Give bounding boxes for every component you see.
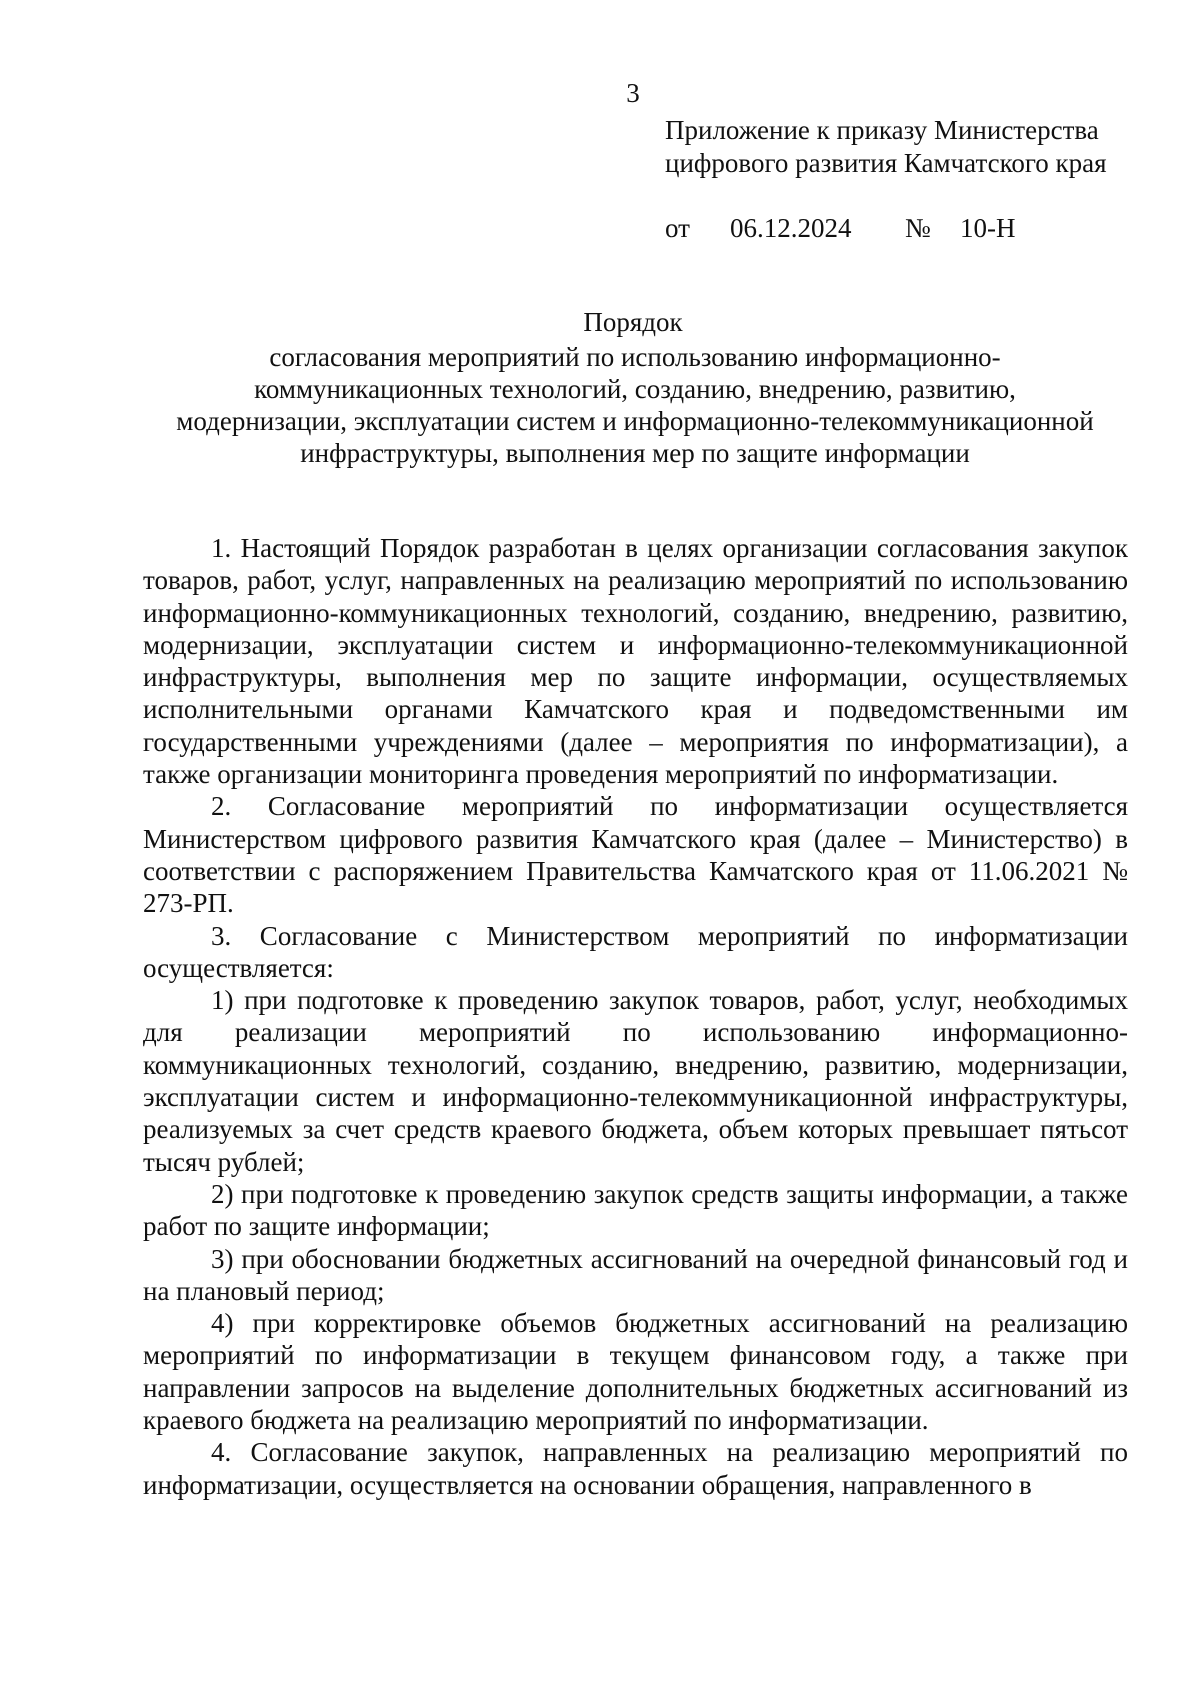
paragraph-4: 4. Согласование закупок, направленных на реализацию мероприятий по информатизации, осуществляется на основании обращения, направленного в [143, 1437, 1128, 1500]
document-body [143, 532, 1128, 1501]
paragraph-3-item-3: 3) при обосновании бюджетных ассигнований на очередной финансовый год и на плановый период; [143, 1243, 1128, 1306]
subtitle-line: модернизации, эксплуатации систем и информационно-телекоммуникационной [176, 406, 1094, 436]
subtitle-line: инфраструктуры, выполнения мер по защите информации [300, 438, 970, 468]
paragraph-2: 2. Согласование мероприятий по информатизации осуществляется Министерством цифрового развития Камчатского края (далее – Министерство) в соответствии с распоряжением Правительства Камчатского края от 11.06.2021 № 273-РП. [143, 791, 1128, 919]
paragraph-3: 3. Согласование с Министерством мероприятий по информатизации осуществляется: [143, 920, 1128, 983]
subtitle-line: коммуникационных технологий, созданию, внедрению, развитию, [254, 374, 1016, 404]
page-number: 3 [626, 78, 640, 108]
paragraph-1: 1. Настоящий Порядок разработан в целях организации согласования закупок товаров, работ, услуг, направленных на реализацию мероприятий по использованию информационно-коммуникационных технологий, созданию, внедрению, развитию, модернизации, эксплуатации систем и информационно-телекоммуникационной инфраструктуры, выполнения мер по защите информации, осуществляемых исполнительными органами Камчатского края и подведомственными им государственными учреждениями (далее – мероприятия по информатизации), а также организации мониторинга проведения мероприятий по информатизации. [143, 533, 1128, 790]
subtitle-line: согласования мероприятий по использованию информационно- [269, 342, 1001, 372]
order-date: 06.12.2024 [730, 213, 852, 243]
appendix-caption: Приложение к приказу Министерства цифрового развития Камчатского края [665, 115, 1107, 178]
paragraph-3-item-2: 2) при подготовке к проведению закупок средств защиты информации, а также работ по защите информации; [143, 1178, 1128, 1242]
date-prefix: от [665, 213, 690, 243]
document-title: Порядок [583, 307, 683, 337]
paragraph-3-item-1: 1) при подготовке к проведению закупок товаров, работ, услуг, необходимых для реализации мероприятий по использованию информационно-коммуникационных технологий, созданию, внедрению, развитию, модернизации, эксплуатации систем и информационно-телекоммуникационной инфраструктуры, реализуемых за счет средств краевого бюджета, объем которых превышает пятьсот тысяч рублей; [143, 985, 1128, 1177]
document-subtitle [140, 341, 1130, 469]
order-number: 10-Н [960, 213, 1016, 243]
number-sign: № [905, 213, 931, 243]
paragraph-3-item-4: 4) при корректировке объемов бюджетных ассигнований на реализацию мероприятий по информатизации в текущем финансовом году, а также при направлении запросов на выделение дополнительных бюджетных ассигнований из краевого бюджета на реализацию мероприятий по информатизации. [143, 1308, 1128, 1436]
